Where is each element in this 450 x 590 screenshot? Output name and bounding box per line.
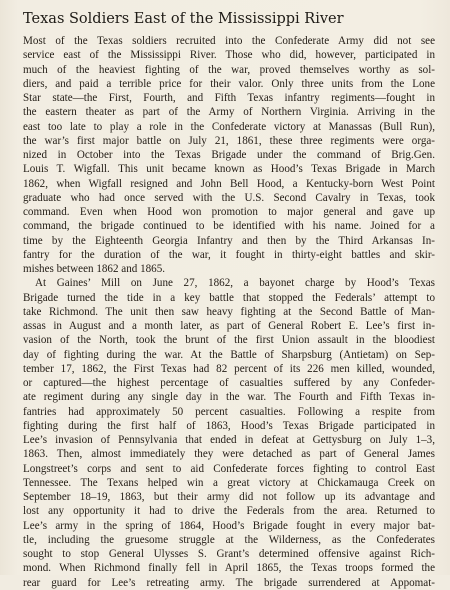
text-line: mishes between 1862 and 1865.	[23, 263, 166, 275]
text-line: At Gaines’ Mill on June 27, 1862, a bayonet charge by Hood’s Texas	[35, 277, 435, 290]
text-line: fantries had approximately 50 percent casualties. Following a respite from	[23, 405, 435, 418]
text-line: the eastern theater as part of the Army of Northern Virginia. Arriving in the	[23, 106, 435, 119]
text-line: lost any opportunity it had to drive the Federals from the area. Returned to	[23, 505, 435, 518]
text-line: sought to stop General Ulysses S. Grant’s determined offensive against Rich-	[23, 548, 435, 560]
paragraph	[23, 34, 435, 276]
article-body	[23, 34, 435, 590]
text-line: the war’s first major battle on July 21, 1861, these three regiments were orga-	[23, 134, 435, 147]
text-line: 1863. Then, almost immediately they were detached as part of General James	[23, 448, 435, 461]
text-line: ate regiment during any single day in the war. The Fourth and Fifth Texas in-	[23, 391, 435, 404]
text-line: nized in October into the Texas Brigade under the command of Brig.Gen.	[23, 149, 435, 161]
text-line: tember 17, 1862, the First Texas had 82 percent of its 226 men killed, wounded,	[23, 362, 435, 375]
text-line: Louis T. Wigfall. This unit became known as Hood’s Texas Brigade in March	[23, 163, 435, 176]
text-line: graduate who had once served with the U.S. Second Cavalry in Texas, took	[23, 191, 435, 204]
text-line: Tennessee. The Texans helped win a great victory at Chickamauga Creek on	[23, 476, 435, 489]
paragraph	[23, 276, 435, 590]
text-line: fantry for the duration of the war, it fought in thirty-eight battles and skir-	[23, 248, 435, 261]
text-line: much of the heaviest fighting of the war, proved themselves worthy as sol-	[23, 63, 435, 76]
text-line: tle, including the gruesome struggle at the Wilderness, as the Confederates	[23, 533, 435, 546]
text-line: time by the Eighteenth Georgia Infantry and then by the Third Arkansas In-	[23, 234, 435, 247]
text-line: rear guard for Lee’s retreating army. The brigade surrendered at Appomat-	[23, 576, 435, 589]
text-line: take Richmond. The unit then saw heavy fighting at the Second Battle of Man-	[23, 305, 435, 318]
text-line: assas in August and a month later, as part of General Robert E. Lee’s first in-	[23, 320, 435, 332]
text-line: fighting during the first half of 1863, Hood’s Texas Brigade participated in	[23, 419, 435, 432]
text-line: mond. When Richmond finally fell in April 1865, the Texas troops formed the	[23, 562, 435, 575]
text-line: command. Even when Hood won promotion to major general and gave up	[23, 206, 435, 218]
text-line: Lee’s invasion of Pennsylvania that ended in defeat at Gettysburg on July 1–3,	[23, 434, 435, 446]
text-line: or captured—the highest percentage of casualties suffered by any Confeder-	[23, 377, 435, 389]
text-line: Lee’s army in the spring of 1864, Hood’s Brigade fought in every major bat-	[23, 519, 435, 532]
text-line: Brigade turned the tide in a key battle that stopped the Federals’ attempt to	[23, 291, 435, 304]
text-line: command, the brigade continued to be identified with his name. Joined for a	[23, 220, 435, 233]
text-line: east too late to play a role in the Confederate victory at Manassas (Bull Run),	[23, 120, 435, 133]
text-line: vasion of the North, took the brunt of the first Union assault in the bloodiest	[23, 334, 435, 347]
text-line: Most of the Texas soldiers recruited into the Confederate Army did not see	[23, 35, 435, 47]
text-line: Longstreet’s corps and sent to aid Confederate forces fighting to control East	[23, 462, 435, 475]
text-line: September 18–19, 1863, but their army did not follow up its advantage and	[23, 491, 435, 503]
section-title: Texas Soldiers East of the Mississippi River	[23, 11, 344, 27]
text-line: diers, and paid a terrible price for their valor. Only three units from the Lone	[23, 77, 435, 90]
text-line: service east of the Mississippi River. Those who did, however, participated in	[23, 49, 435, 62]
text-line: Star state—the First, Fourth, and Fifth Texas infantry regiments—fought in	[23, 92, 435, 104]
text-line: day of fighting during the war. At the Battle of Sharpsburg (Antietam) on Sep-	[23, 348, 435, 361]
text-line: 1862, when Wigfall resigned and John Bell Hood, a Kentucky-born West Point	[23, 177, 435, 190]
